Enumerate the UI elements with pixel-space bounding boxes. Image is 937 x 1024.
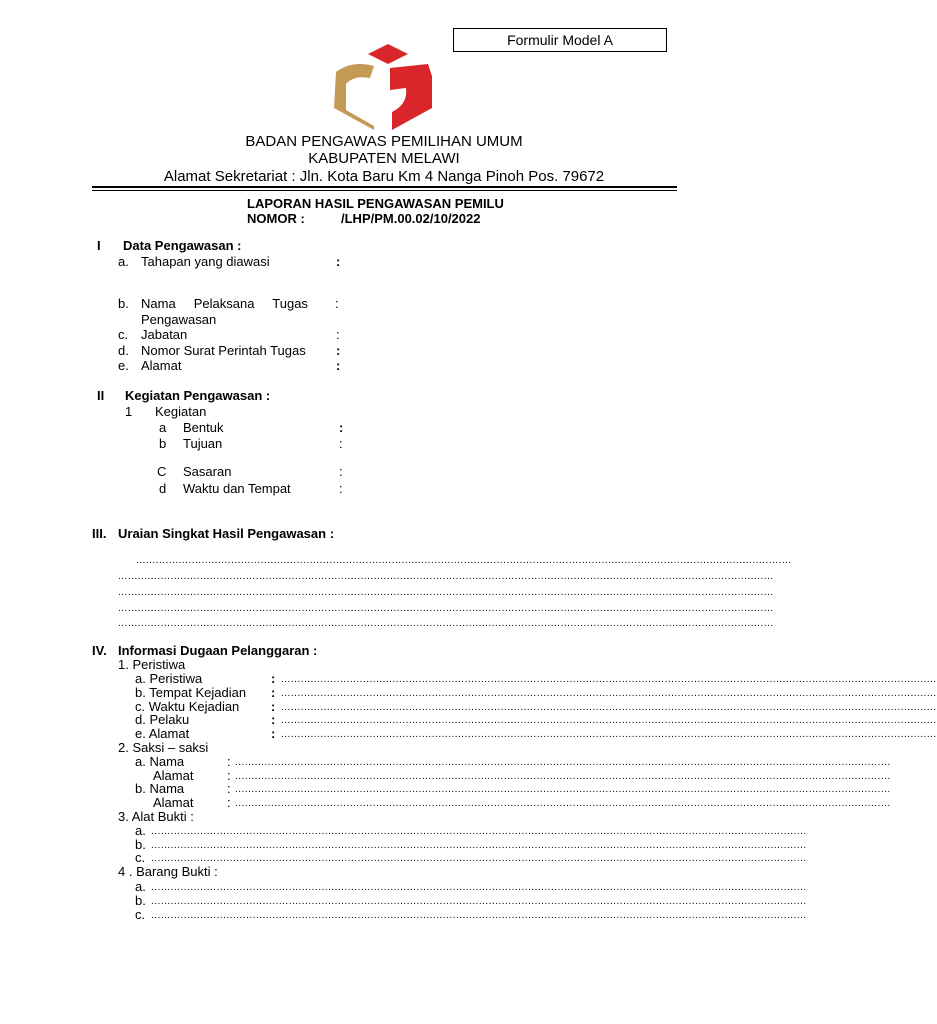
s2-item-a-label: Bentuk (183, 420, 224, 435)
peristiwa-a-field[interactable]: ........................................................................................................................................................................................................ (281, 674, 937, 685)
report-title: LAPORAN HASIL PENGAWASAN PEMILU (247, 196, 504, 211)
barang-bukti-heading: 4 . Barang Bukti : (118, 864, 218, 879)
logo-red-right (390, 64, 432, 130)
s1-item-b-label: Nama Pelaksana Tugas (141, 296, 308, 311)
saksi-a-alamat-label: Alamat (153, 768, 194, 783)
s2-sub-number: 1 (125, 404, 133, 419)
peristiwa-d-field[interactable]: ........................................................................................................................................................................................................ (281, 715, 937, 726)
header-rule-thick (92, 186, 677, 188)
saksi-b-nama-colon: : (227, 781, 231, 796)
uraian-line[interactable]: ........................................................................................................................................................................................................ (118, 603, 774, 614)
org-name: BADAN PENGAWAS PEMILIHAN UMUM (245, 133, 523, 150)
alat-bukti-a-field[interactable]: ........................................................................................................................................................................................................ (151, 826, 807, 837)
s2-item-b-colon: : (339, 436, 343, 451)
section1-title: Data Pengawasan : (123, 238, 242, 253)
region-name: KABUPATEN MELAWI (308, 150, 460, 167)
alat-bukti-c-field[interactable]: ........................................................................................................................................................................................................ (151, 853, 807, 864)
logo-gold-left (334, 64, 374, 130)
nomor-value: /LHP/PM.00.02/10/2022 (341, 211, 481, 226)
s1-item-c-label: Jabatan (141, 327, 188, 342)
barang-bukti-c-label: c. (135, 907, 146, 922)
barang-bukti-b-field[interactable]: ........................................................................................................................................................................................................ (151, 896, 807, 907)
s2-item-b-letter: b (159, 436, 167, 451)
uraian-line[interactable]: ........................................................................................................................................................................................................ (118, 618, 774, 629)
section2-number: II (97, 388, 105, 403)
secretariat-address: Alamat Sekretariat : Jln. Kota Baru Km 4 Nanga Pinoh Pos. 79672 (163, 168, 605, 185)
peristiwa-d-colon: : (271, 712, 276, 727)
s1-item-b-label-cont: Pengawasan (141, 312, 217, 327)
barang-bukti-b-label: b. (135, 893, 146, 908)
alat-bukti-c-label: c. (135, 850, 146, 865)
section3-number: III. (92, 526, 107, 541)
s2-item-a-colon: : (339, 420, 344, 435)
s1-item-c-colon: : (336, 327, 340, 342)
s1-item-b-colon: : (335, 296, 339, 311)
peristiwa-c-label: c. Waktu Kejadian (135, 699, 240, 714)
peristiwa-e-label: e. Alamat (135, 726, 190, 741)
alat-bukti-a-label: a. (135, 823, 146, 838)
uraian-line[interactable]: ........................................................................................................................................................................................................ (118, 587, 774, 598)
s2-item-c-colon: : (339, 464, 343, 479)
header-rule-thin (92, 190, 677, 191)
s1-item-a-label: Tahapan yang diawasi (141, 254, 270, 269)
barang-bukti-a-label: a. (135, 879, 146, 894)
saksi-a-alamat-field[interactable]: ........................................................................................................................................................................................................ (235, 771, 891, 782)
alat-bukti-heading: 3. Alat Bukti : (118, 809, 194, 824)
peristiwa-heading: 1. Peristiwa (118, 657, 186, 672)
peristiwa-c-colon: : (271, 699, 276, 714)
peristiwa-c-field[interactable]: ........................................................................................................................................................................................................ (281, 702, 937, 713)
s2-item-d-label: Waktu dan Tempat (183, 481, 291, 496)
peristiwa-a-colon: : (271, 671, 276, 686)
s1-item-e-letter: e. (118, 358, 129, 373)
peristiwa-b-label: b. Tempat Kejadian (135, 685, 247, 700)
s1-item-a-letter: a. (118, 254, 129, 269)
s1-item-e-colon: : (336, 358, 341, 373)
nomor-label: NOMOR : (247, 211, 305, 226)
s1-item-d-colon: : (336, 343, 341, 358)
alat-bukti-b-field[interactable]: ........................................................................................................................................................................................................ (151, 840, 807, 851)
s1-item-c-letter: c. (118, 327, 129, 342)
peristiwa-d-label: d. Pelaku (135, 712, 190, 727)
s2-item-a-letter: a (159, 420, 167, 435)
saksi-a-nama-colon: : (227, 754, 231, 769)
s1-item-b-letter: b. (118, 296, 129, 311)
barang-bukti-c-field[interactable]: ........................................................................................................................................................................................................ (151, 910, 807, 921)
peristiwa-b-colon: : (271, 685, 276, 700)
peristiwa-e-field[interactable]: ........................................................................................................................................................................................................ (281, 729, 937, 740)
section4-title: Informasi Dugaan Pelanggaran : (118, 643, 318, 658)
saksi-b-alamat-label: Alamat (153, 795, 194, 810)
section3-title: Uraian Singkat Hasil Pengawasan : (118, 526, 335, 541)
uraian-line[interactable]: ........................................................................................................................................................................................................ (118, 571, 774, 582)
s2-item-c-label: Sasaran (183, 464, 232, 479)
saksi-b-nama-label: b. Nama (135, 781, 185, 796)
bawaslu-logo-icon (330, 42, 435, 130)
barang-bukti-a-field[interactable]: ........................................................................................................................................................................................................ (151, 882, 807, 893)
saksi-a-nama-field[interactable]: ........................................................................................................................................................................................................ (235, 757, 891, 768)
section2-title: Kegiatan Pengawasan : (125, 388, 271, 403)
peristiwa-e-colon: : (271, 726, 276, 741)
peristiwa-a-label: a. Peristiwa (135, 671, 203, 686)
section1-number: I (97, 238, 101, 253)
s2-item-d-colon: : (339, 481, 343, 496)
s1-item-d-label: Nomor Surat Perintah Tugas (141, 343, 306, 358)
s2-item-b-label: Tujuan (183, 436, 223, 451)
saksi-b-nama-field[interactable]: ........................................................................................................................................................................................................ (235, 784, 891, 795)
s2-sub-label: Kegiatan (155, 404, 207, 419)
s1-item-e-label: Alamat (141, 358, 182, 373)
saksi-a-alamat-colon: : (227, 768, 231, 783)
saksi-b-alamat-field[interactable]: ........................................................................................................................................................................................................ (235, 798, 891, 809)
form-model-label: Formulir Model A (453, 28, 667, 52)
s1-item-a-colon: : (336, 254, 341, 269)
logo-red-top (368, 44, 408, 64)
uraian-line[interactable]: ........................................................................................................................................................................................................ (136, 555, 792, 566)
section4-number: IV. (92, 643, 107, 658)
s2-item-d-letter: d (159, 481, 167, 496)
saksi-b-alamat-colon: : (227, 795, 231, 810)
s2-item-c-letter: C (157, 464, 167, 479)
saksi-heading: 2. Saksi – saksi (118, 740, 209, 755)
alat-bukti-b-label: b. (135, 837, 146, 852)
saksi-a-nama-label: a. Nama (135, 754, 185, 769)
s1-item-d-letter: d. (118, 343, 129, 358)
peristiwa-b-field[interactable]: ........................................................................................................................................................................................................ (281, 688, 937, 699)
